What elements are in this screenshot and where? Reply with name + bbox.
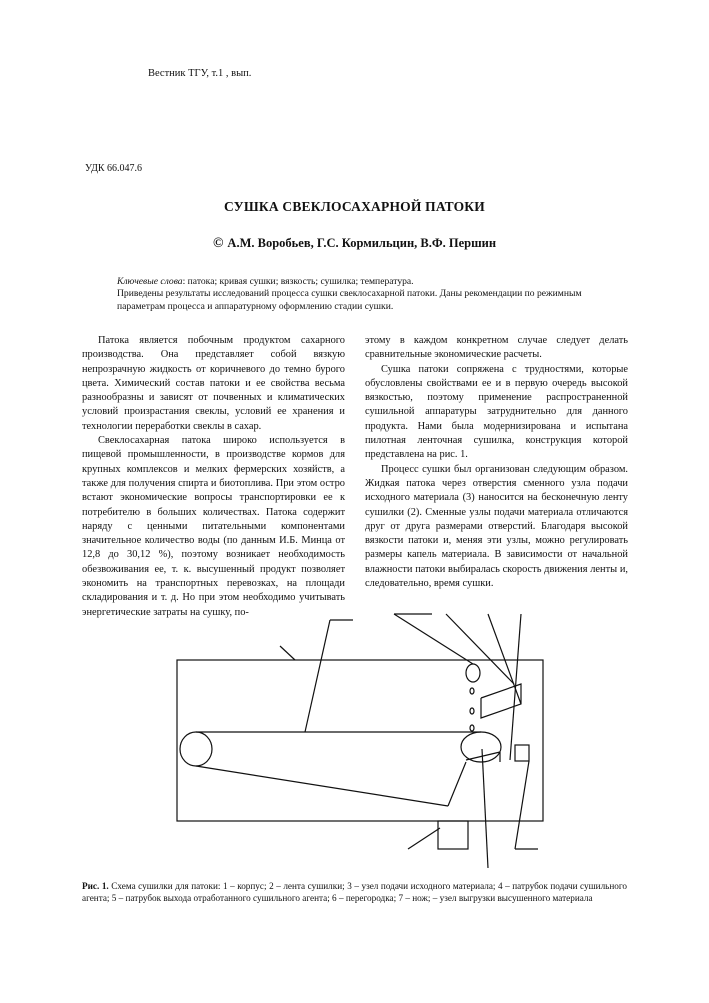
body-column-right — [365, 334, 628, 591]
leader-line — [305, 620, 330, 732]
figure-caption — [82, 880, 627, 904]
left-roller — [180, 732, 212, 766]
side-outlet — [515, 745, 529, 761]
caption-label: Рис. 1. — [82, 881, 109, 891]
dryer-schematic-figure — [170, 610, 550, 875]
feed-drop — [470, 725, 474, 731]
journal-header: Вестник ТГУ, т.1 , вып. — [148, 68, 252, 79]
paragraph: Процесс сушки был организован следующим образом. Жидкая патока через отверстия сменного узла подачи исходного материала (3) наносится на бесконечную ленту сушилки (2). Сменные узлы подачи материала отличаются друг от друга размерами отверстий. Благодаря высокой вязкости патоки и, меняя эти узлы, можно регулировать размеры капель материала. В зависимости от начальной влажности патоки выбиралась скорость движения ленты и, следовательно, время сушки. — [365, 463, 628, 590]
keywords-label: Ключевые слова — [117, 276, 183, 287]
right-roller — [461, 732, 501, 762]
keywords-list: : патока; кривая сушки; вязкость; сушилка; температура. — [182, 276, 414, 287]
caption-text: Схема сушилки для патоки: 1 – корпус; 2 – лента сушилки; 3 – узел подачи исходного материала; 4 – патрубок подачи сушильного агента; 5 – патрубок выхода отработанного сушильного агента; 6 – перегородка; 7 – нож; – узел выгрузки высушенного материала — [82, 881, 628, 903]
keywords-line — [117, 276, 597, 288]
abstract-block — [117, 276, 597, 313]
leader-line — [488, 614, 521, 704]
leader-line — [482, 749, 488, 868]
author-names: А.М. Воробьев, Г.С. Кормильцин, В.Ф. Першин — [227, 236, 497, 250]
authors-line — [0, 236, 709, 252]
paragraph: Сушка патоки сопряжена с трудностями, которые обусловлены свойствами ее и в первую очередь высокой вязкостью, поэтому применение распространенной сушильной аппаратуры затруднительно для данного продукта. Нами была модернизирована и испытана пилотная ленточная сушилка, конструкция которой представлена на рис. 1. — [365, 363, 628, 461]
feed-drop — [470, 708, 474, 714]
leader-line — [515, 761, 529, 849]
paragraph: Свеклосахарная патока широко используется в пищевой промышленности, в производстве кормов для крупных комплексов и мелких фермерских хозяйств, а также для получения спирта и биотоплива. При этом остро встают экономические вопросы транспортировки ее к потребителю в больших количествах. Патока содержит наряду с ценными питательными компонентами значительное количество воды (по данным И.Б. Минца от 12,8 до 30,12 %), поэтому возникает необходимость обезвоживания ее, т. к. высушенный продукт позволяет экономить на транспортных перевозках, на площади складирования и т. д. Но при этом необходимо учитывать энергетические затраты на сушку, по- — [82, 435, 345, 618]
leader-line — [394, 614, 473, 664]
body-column-left — [82, 334, 345, 620]
leader-line — [408, 828, 440, 849]
dryer-housing — [177, 660, 543, 821]
abstract-text: Приведены результаты исследований процесса сушки свеклосахарной патоки. Даны рекомендации по режимным параметрам процесса и аппаратурному оформлению стадии сушки. — [117, 288, 582, 312]
paragraph: этому в каждом конкретном случае следует делать сравнительные экономические расчеты. — [365, 335, 628, 361]
discharge-nozzle — [438, 821, 468, 849]
udk-code: УДК 66.047.6 — [85, 163, 143, 174]
article-title: СУШКА СВЕКЛОСАХАРНОЙ ПАТОКИ — [223, 199, 486, 214]
copyright-symbol: © — [212, 236, 224, 251]
feed-drop — [466, 664, 480, 682]
belt-return — [448, 762, 466, 806]
paragraph: Патока является побочным продуктом сахарного производства. Она представляет собой вязкую непрозрачную жидкость от коричневого до темно бурого цвета. Химический состав патоки и ее свойства весьма разнообразны и зависят от почвенных и климатических условий произрастания свеклы, условий ее хранения и технологии переработки свеклы в сахар. — [82, 335, 345, 432]
feed-drop — [470, 688, 474, 694]
leader-line — [280, 646, 295, 660]
belt-bottom — [196, 766, 448, 806]
